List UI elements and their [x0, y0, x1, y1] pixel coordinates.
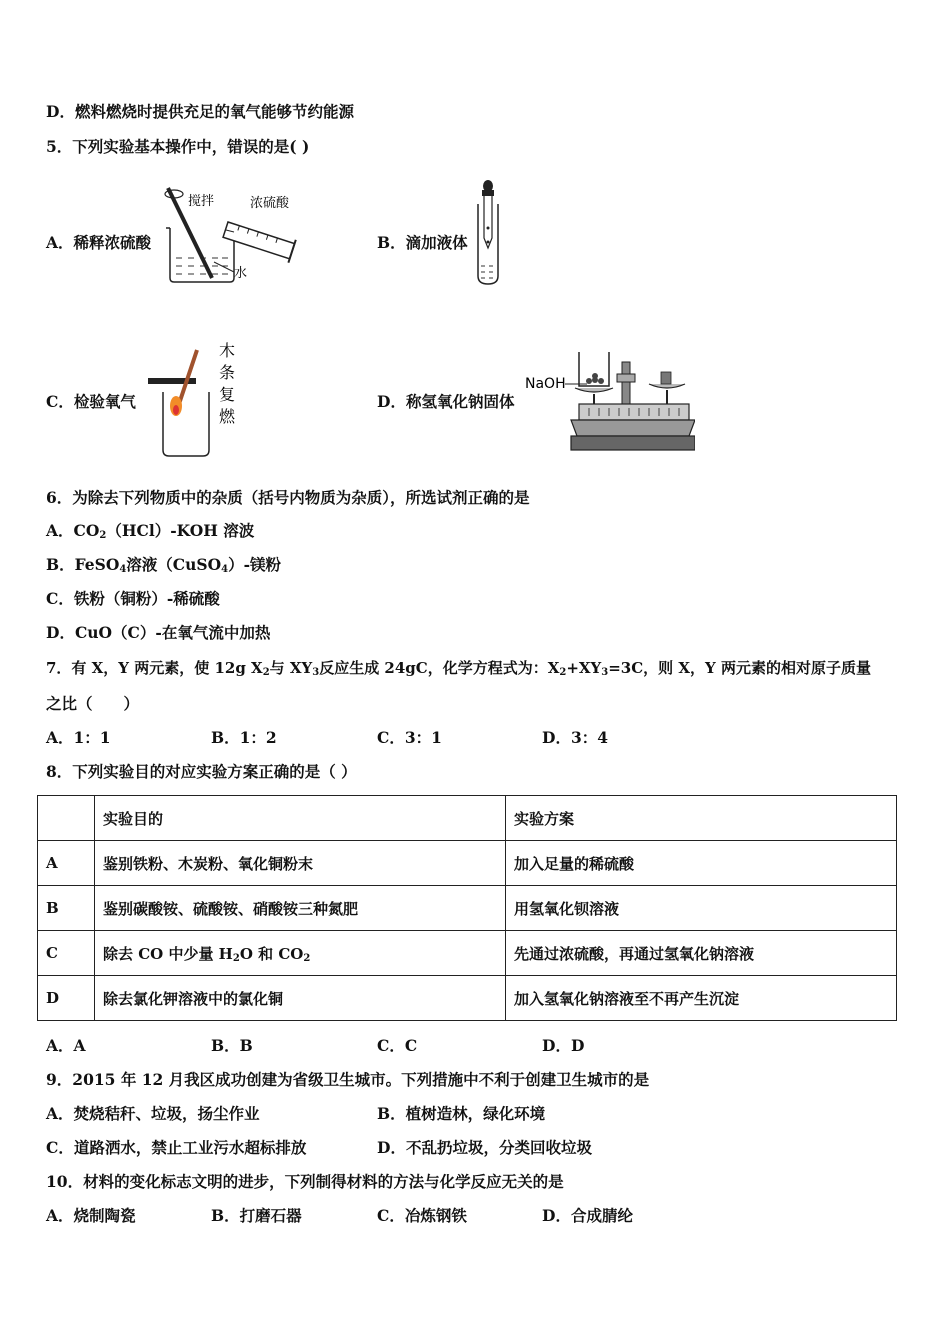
q7-stem-2: 之比（ ）	[46, 694, 140, 713]
row-label: B	[38, 886, 95, 931]
q9-option-c: C．道路洒水，禁止工业污水超标排放	[46, 1138, 307, 1157]
q7-stem: 7．有 X，Y 两元素，使 12g $X_2$与 $XY_3$反应生成 24gC，化学方程式为：$X_2+XY_3=3C$，则 X，Y 两元素的相对原子质量	[46, 659, 871, 678]
row-plan: 用氢氧化钡溶液	[506, 886, 897, 931]
balance-figure	[525, 346, 695, 456]
q7-option-d: D．3：4	[542, 728, 609, 747]
experiment-table	[37, 795, 897, 1021]
q8-stem: 8．下列实验目的对应实验方案正确的是（ ）	[46, 762, 357, 781]
q7-option-b: B．1：2	[211, 728, 277, 747]
label-conc-acid: 浓硫酸	[250, 196, 290, 211]
dilute-acid-figure	[150, 180, 310, 290]
q10-option-a: A．烧制陶瓷	[46, 1206, 136, 1225]
table-row	[38, 976, 897, 1021]
q7-option-a: A．1：1	[46, 728, 111, 747]
q6-stem: 6．为除去下列物质中的杂质（括号内物质为杂质），所选试剂正确的是	[46, 488, 530, 507]
q9-option-b: B．植树造林，绿化环境	[377, 1104, 546, 1123]
q4-option-d: D．燃料燃烧时提供充足的氧气能够节约能源	[46, 102, 354, 121]
table-header-cell: 实验方案	[506, 796, 897, 841]
q8-option-a: A．A	[46, 1036, 86, 1055]
q6-option-d: D．CuO（C）-在氧气流中加热	[46, 623, 271, 642]
table-row	[38, 841, 897, 886]
table-header-cell	[38, 796, 95, 841]
row-label: C	[38, 931, 95, 976]
row-plan: 加入足量的稀硫酸	[506, 841, 897, 886]
table-header-cell: 实验目的	[95, 796, 506, 841]
q9-option-d: D．不乱扔垃圾，分类回收垃圾	[377, 1138, 592, 1157]
row-plan: 加入氢氧化钠溶液至不再产生沉淀	[506, 976, 897, 1021]
q5-option-b: B．滴加液体	[377, 233, 468, 252]
label-wood-4: 燃	[219, 407, 236, 426]
q5-option-d: D．称氢氧化钠固体	[377, 392, 515, 411]
q9-stem: 9．2015 年 12 月我区成功创建为省级卫生城市。下列措施中不利于创建卫生城市的是	[46, 1070, 650, 1089]
q10-option-c: C．冶炼钢铁	[377, 1206, 467, 1225]
table-row	[38, 886, 897, 931]
q8-option-d: D．D	[542, 1036, 585, 1055]
q6-option-c: C．铁粉（铜粉）-稀硫酸	[46, 589, 220, 608]
q10-stem: 10．材料的变化标志文明的进步，下列制得材料的方法与化学反应无关的是	[46, 1172, 564, 1191]
oxygen-test-figure	[145, 340, 255, 460]
row-label: A	[38, 841, 95, 886]
q7-option-c: C．3：1	[377, 728, 442, 747]
row-label: D	[38, 976, 95, 1021]
q5-option-c: C．检验氧气	[46, 392, 136, 411]
q6-option-b: B．FeSO$_4$溶液（CuSO$_4$）-镁粉	[46, 555, 282, 575]
row-purpose: 鉴别碳酸铵、硫酸铵、硝酸铵三种氮肥	[95, 886, 506, 931]
label-naoh: NaOH	[525, 376, 566, 392]
label-wood-1: 木	[219, 341, 236, 360]
table-header-row	[38, 796, 897, 841]
dropper-figure	[470, 178, 510, 288]
q10-option-d: D．合成腈纶	[542, 1206, 633, 1225]
label-water: 水	[234, 266, 248, 281]
row-purpose: 除去 CO 中少量 $H_2O$ 和 $CO_2$	[95, 931, 506, 976]
label-wood-2: 条	[219, 363, 236, 382]
q9-option-a: A．焚烧秸秆、垃圾，扬尘作业	[46, 1104, 260, 1123]
table-row	[38, 931, 897, 976]
q5-option-a: A．稀释浓硫酸	[46, 233, 152, 252]
row-purpose: 鉴别铁粉、木炭粉、氧化铜粉末	[95, 841, 506, 886]
q5-stem: 5．下列实验基本操作中，错误的是( )	[46, 137, 310, 156]
q8-option-c: C．C	[377, 1036, 418, 1055]
label-wood-3: 复	[219, 385, 236, 404]
q10-option-b: B．打磨石器	[211, 1206, 302, 1225]
row-purpose: 除去氯化钾溶液中的氯化铜	[95, 976, 506, 1021]
q8-option-b: B．B	[211, 1036, 253, 1055]
q6-option-a: A．$CO_2(HCl)$-KOH 溶波	[46, 521, 255, 541]
row-plan: 先通过浓硫酸，再通过氢氧化钠溶液	[506, 931, 897, 976]
label-stir: 搅拌	[188, 194, 215, 209]
